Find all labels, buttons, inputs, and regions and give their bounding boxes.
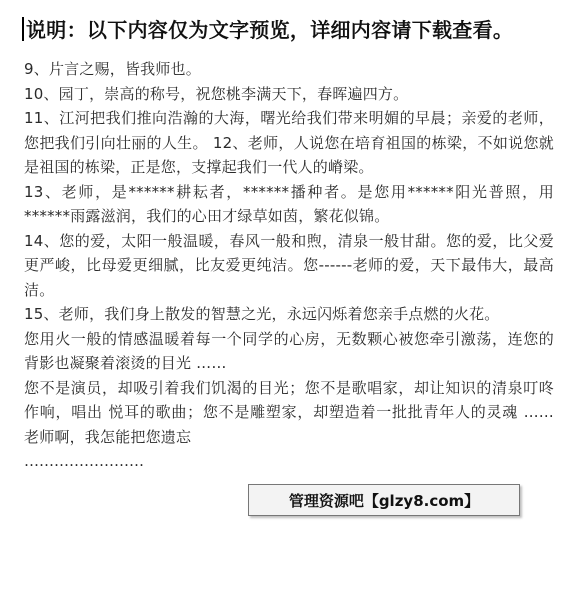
paragraph-warmth: 您用火一般的情感温暖着每一个同学的心房，无数颗心被您牵引激荡，连您的背影也凝聚着滚烫的目光 …… xyxy=(24,329,554,372)
preview-notice-text: 说明：以下内容仅为文字预览，详细内容请下载查看。 xyxy=(26,18,514,42)
paragraph-not-actor: 您不是演员，却吸引着我们饥渴的目光；您不是歌唱家，却让知识的清泉叮咚作响，唱出 悦耳的歌曲；您不是雕塑家，却塑造着一批批青年人的灵魂 …… 老师啊，我怎能把您遗忘 xyxy=(24,378,554,446)
paragraph-11-12: 11、江河把我们推向浩瀚的大海，曙光给我们带来明媚的早晨；亲爱的老师，您把我们引向壮丽的人生。 12、老师，人说您在培育祖国的栋梁，不如说您就是祖国的栋梁，正是您，支撑起我们一代人的嵴梁。 xyxy=(24,109,554,176)
paragraph-13: 13、老师，是******耕耘者，******播种者。是您用******阳光普照，用******雨露滋润，我们的心田才绿草如茵，繁花似锦。 xyxy=(24,182,554,225)
preview-notice-bar xyxy=(0,0,578,48)
paragraph-14: 14、您的爱，太阳一般温暖，春风一般和煦，清泉一般甘甜。您的爱，比父爱更严峻，比母爱更细腻，比友爱更纯洁。您------老师的爱，天下最伟大，最高洁。 xyxy=(24,231,554,299)
paragraph-15: 15、老师，我们身上散发的智慧之光，永远闪烁着您亲手点燃的火花。 xyxy=(24,305,500,323)
trailing-ellipsis: …………………… xyxy=(24,452,144,470)
paragraph-9: 9、片言之赐，皆我师也。 xyxy=(24,60,201,78)
paragraph-10: 10、园丁，崇高的称号，祝您桃李满天下，春晖遍四方。 xyxy=(24,84,409,103)
site-watermark-badge: 管理资源吧【glzy8.com】 xyxy=(248,484,520,516)
text-cursor xyxy=(22,17,24,41)
document-body xyxy=(24,57,554,474)
